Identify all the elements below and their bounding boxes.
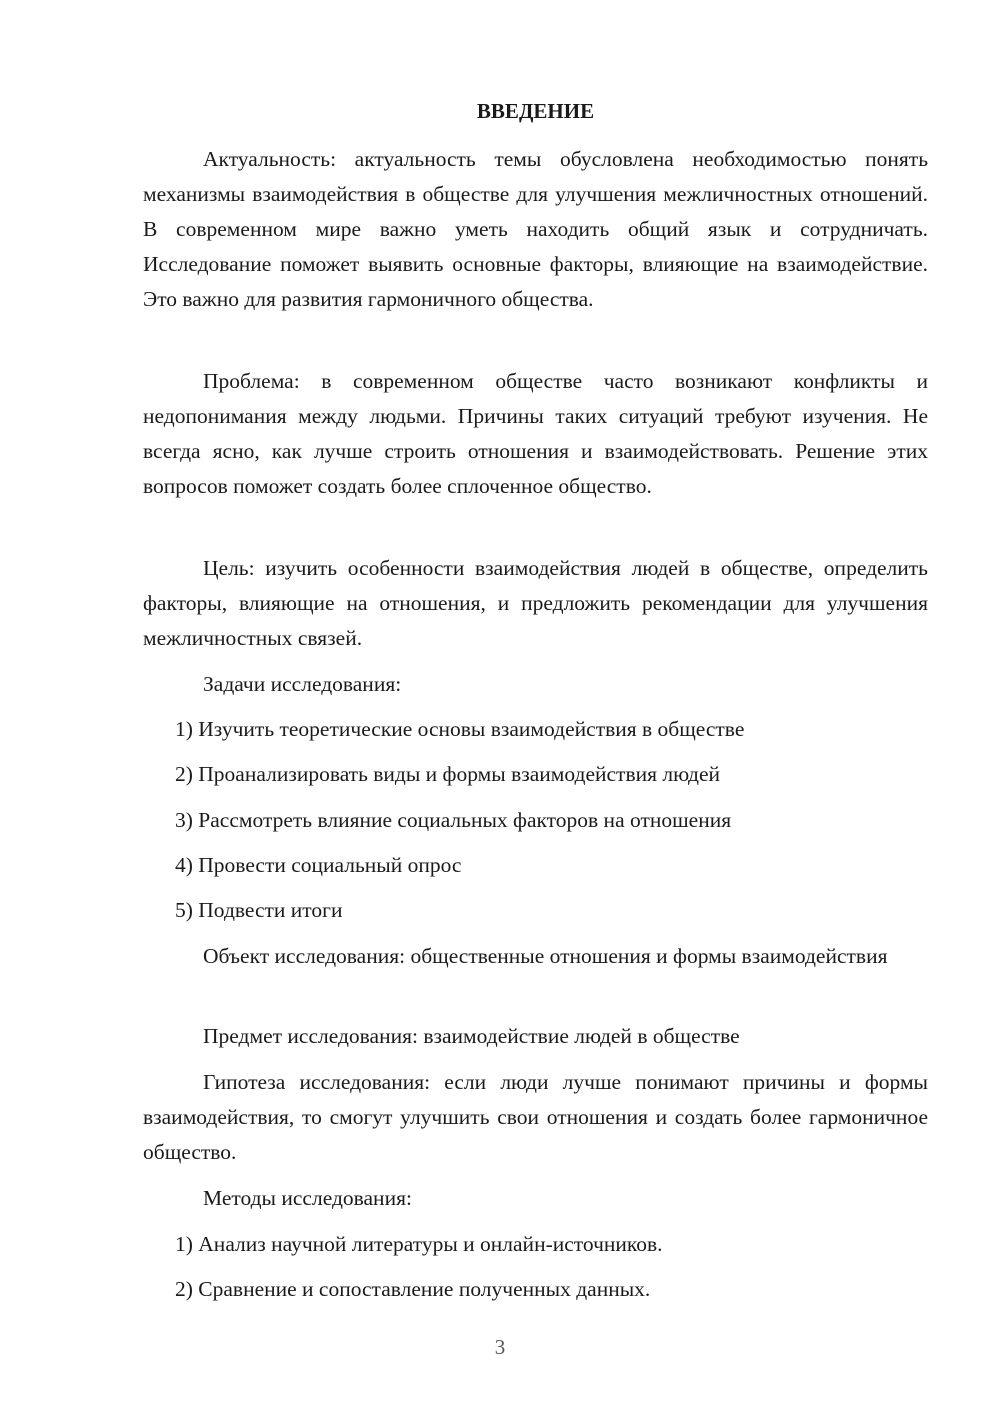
object-paragraph: Объект исследования: общественные отношения и формы взаимодействия [203, 944, 888, 968]
subject-paragraph: Предмет исследования: взаимодействие людей в обществе [203, 1024, 740, 1048]
task-item-1: 1) Изучить теоретические основы взаимодействия в обществе [175, 717, 745, 741]
method-item-1: 1) Анализ научной литературы и онлайн-источников. [175, 1232, 663, 1256]
task-item-2: 2) Проанализировать виды и формы взаимодействия людей [175, 762, 721, 786]
task-item-5: 5) Подвести итоги [175, 898, 343, 922]
hypothesis-paragraph: Гипотеза исследования: если люди лучше понимают причины и формы взаимодействия, то смогут улучшить свои отношения и создать более гармоничное общество. [143, 1070, 928, 1164]
relevance-paragraph: Актуальность: актуальность темы обусловлена необходимостью понять механизмы взаимодействия в обществе для улучшения межличностных отношений. В современном мире важно уметь находить общий язык и сотрудничать. Исследование поможет выявить основные факторы, влияющие на взаимодействие. Это важно для развития гармоничного общества. [143, 147, 928, 311]
goal-paragraph: Цель: изучить особенности взаимодействия людей в обществе, определить факторы, влияющие на отношения, и предложить рекомендации для улучшения межличностных связей. [143, 556, 928, 650]
task-item-4: 4) Провести социальный опрос [175, 853, 462, 877]
page-number: 3 [494, 1335, 506, 1359]
methods-title: Методы исследования: [203, 1186, 412, 1210]
task-item-3: 3) Рассмотреть влияние социальных факторов на отношения [175, 808, 732, 832]
section-heading: ВВЕДЕНИЕ [476, 99, 595, 123]
method-item-2: 2) Сравнение и сопоставление полученных данных. [175, 1277, 651, 1301]
tasks-title: Задачи исследования: [203, 672, 402, 696]
problem-paragraph: Проблема: в современном обществе часто возникают конфликты и недопонимания между людьми. Причины таких ситуаций требуют изучения. Не всегда ясно, как лучше строить отношения и взаимодействовать. Решение этих вопросов поможет создать более сплоченное общество. [143, 369, 928, 498]
